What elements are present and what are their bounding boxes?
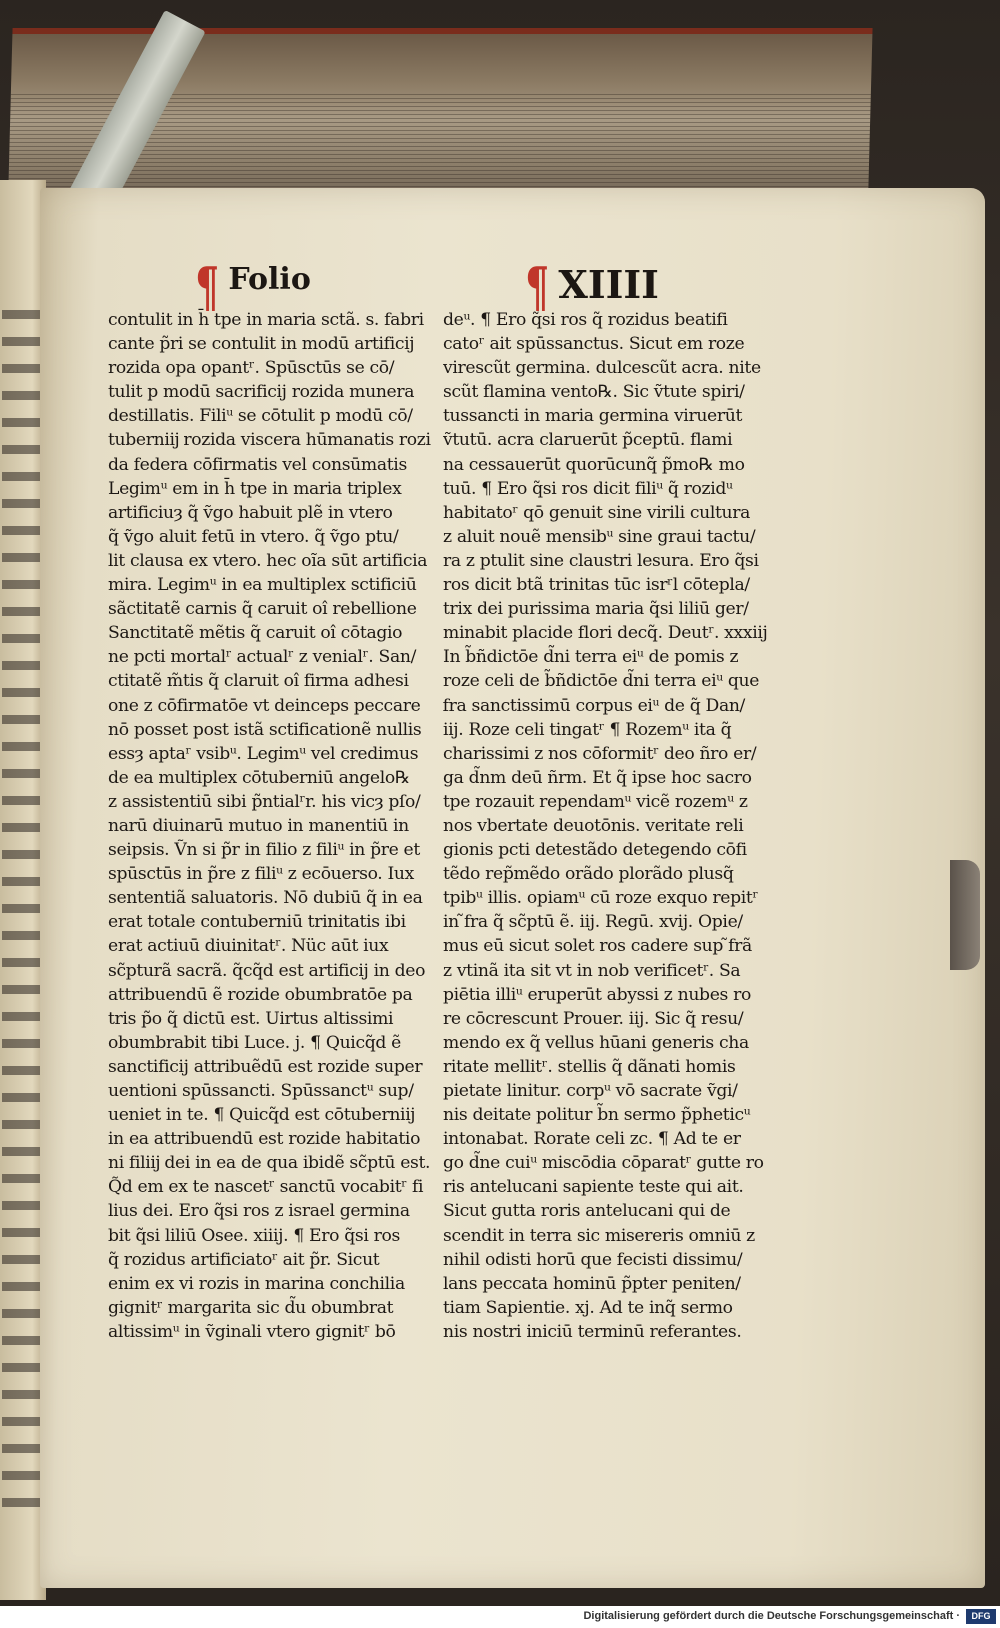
text-line: ṽtutū. acra claruerūt p̃ceptū. flami <box>443 430 733 451</box>
text-line: minabit placide flori decq̃. Deutʳ. xxxiij <box>443 623 768 644</box>
text-line: spūsctūs in p̃re z filiᵘ z ecōuerso. Iux <box>108 864 414 885</box>
pilcrow-marker-right: ¶ <box>525 255 550 319</box>
text-line: tuberniĳ rozida viscera hūmanatis rozi <box>108 430 431 451</box>
text-line: In b̃ñdictōe d̃ni terra eiᵘ de pomis z <box>443 647 739 668</box>
text-line: deᵘ. ¶ Ero q̃si ros q̃ rozidus beatifi <box>443 310 728 330</box>
text-line: gignitʳ margarita sic d̃u obumbrat <box>108 1297 394 1318</box>
text-line: ris antelucani sapiente teste qui ait. <box>443 1177 744 1198</box>
text-line: sc̃pturã sacrã. q̃cq̃d est artificij in deo <box>108 960 426 981</box>
text-line: habitatoʳ qō genuit sine virili cultura <box>443 502 751 523</box>
text-line: intonabat. Rorate celi zc. ¶ Ad te er <box>443 1129 741 1150</box>
text-line: q̃ rozidus artificiatoʳ ait p̃r. Sicut <box>108 1249 380 1270</box>
text-line: sanctificij attribuẽdū est rozide super <box>108 1056 423 1077</box>
text-line: Q̃d em ex te nascetʳ sanctū vocabitʳ fi <box>108 1177 424 1198</box>
text-line: nos vbertate deuotōnis. veritate reli <box>443 815 744 836</box>
text-line: gionis pcti detestãdo detegendo cōfi <box>443 840 747 861</box>
text-line: contulit in h̄ tpe in maria sctã. s. fabri <box>108 310 424 330</box>
folio-heading <box>190 255 311 319</box>
text-line: z aluit nouẽ mensibᵘ sine graui tactu/ <box>443 526 756 547</box>
text-line: go d̃ne cuiᵘ miscōdia cōparatʳ gutte ro <box>443 1153 764 1174</box>
text-line: mira. Legimᵘ in ea multiplex sctificiū <box>108 575 417 596</box>
text-line: virescũt germina. dulcescũt acra. nite <box>443 358 761 379</box>
text-line: mendo ex q̃ vellus hūani generis cha <box>443 1032 749 1053</box>
text-line: sententiã saluatoris. Nō dubiū q̃ in ea <box>108 888 423 909</box>
dfg-logo: DFG <box>966 1609 996 1624</box>
text-line: Sanctitatẽ mẽtis q̃ caruit oî cōtagio <box>108 623 403 644</box>
text-line: ctitatẽ m̃tis q̃ claruit oî firma adhesi <box>108 671 409 692</box>
text-column-right <box>443 308 773 1344</box>
text-line: bit q̃si liliū Osee. xiiij. ¶ Ero q̃si ros <box>108 1225 400 1246</box>
footer-bar <box>0 1606 1000 1628</box>
text-line: de ea multiplex cōtuberniū angelo℞ <box>108 767 410 788</box>
text-line: na cessauerūt quorūcunq̃ p̃mo℞ mo <box>443 454 745 475</box>
text-line: ni filiĳ dei in ea de qua ibidẽ sc̃ptū est. <box>108 1153 431 1174</box>
text-line: erat actiuū diuinitatʳ. Nüc aūt iux <box>108 936 389 957</box>
text-line: charissimi z nos cōformitʳ deo ñro er/ <box>443 743 757 764</box>
text-line: in ̃fra q̃ sc̃ptū ẽ. iij. Regū. xvij. Opie/ <box>443 912 743 933</box>
folio-number: XIIII <box>558 262 659 307</box>
text-line: rozida opa opantʳ. Spūsctūs se cō/ <box>108 358 395 379</box>
text-line: nō posset post istã sctificationẽ nullis <box>108 719 422 740</box>
text-line: lans peccata hominū p̃pter peniten/ <box>443 1273 741 1294</box>
text-line: lit clausa ex vtero. hec oĩa sūt artificia <box>108 550 428 571</box>
text-line: uentioni spūssancti. Spūssanctᵘ sup/ <box>108 1081 414 1101</box>
text-line: nis nostri iniciū terminū referantes. <box>443 1321 742 1342</box>
text-line: altissimᵘ in ṽginali vtero gignitʳ bō <box>108 1321 396 1342</box>
text-line: scũt flamina vento℞. Sic ṽtute spiri/ <box>443 382 745 403</box>
text-line: nihil odisti horū que fecisti dissimu/ <box>443 1249 743 1270</box>
text-line: ros dicit btã trinitas tūc isrʳl cōtepla/ <box>443 575 750 596</box>
text-line: scendit in terra sic misereris omniū z <box>443 1225 755 1246</box>
text-line: in ea attribuendū est rozide habitatio <box>108 1129 421 1150</box>
text-line: Legimᵘ em in h̄ tpe in maria triplex <box>108 478 402 499</box>
text-line: destillatis. Filiᵘ se cōtulit p modū cō/ <box>108 406 413 427</box>
text-line: Sicut gutta roris antelucani qui de <box>443 1201 731 1222</box>
text-line: tuū. ¶ Ero q̃si ros dicit filiᵘ q̃ rozidᵘ <box>443 478 733 499</box>
pilcrow-marker-left: ¶ <box>195 255 220 319</box>
text-line: erat totale contuberniū trinitatis ibi <box>108 912 406 933</box>
text-line: tpibᵘ illis. opiamᵘ cū roze exquo repitʳ <box>443 888 759 909</box>
text-line: q̃ ṽgo aluit fetū in vtero. q̃ ṽgo ptu/ <box>108 526 399 547</box>
text-line: da federa cōfirmatis vel consūmatis <box>108 454 407 475</box>
text-line: ga d̃nm deū ñrm. Et q̃ ipse hoc sacro <box>443 767 752 788</box>
text-line: ne pcti mortalʳ actualʳ z venialʳ. San/ <box>108 647 417 668</box>
text-line: obumbrabit tibi Luce. j. ¶ Quicq̃d ẽ <box>108 1032 401 1053</box>
text-line: iij. Roze celi tingatʳ ¶ Rozemᵘ ita q̃ <box>443 719 732 740</box>
text-line: seipsis. Ṽn si p̃r in filio z filiᵘ in p̃re et <box>108 840 420 861</box>
text-line: one z cōfirmatōe vt deinceps peccare <box>108 695 421 716</box>
text-line: piētia illiᵘ eruperūt abyssi z nubes ro <box>443 984 751 1005</box>
text-line: artificiuȝ q̃ ṽgo habuit plẽ in vtero <box>108 502 393 523</box>
text-line: narū diuinarū mutuo in manentiū in <box>108 815 409 836</box>
text-line: z assistentiū sibi p̃ntialʳr. his vicȝ pſo/ <box>108 791 421 812</box>
text-line: tussancti in maria germina viruerūt <box>443 406 742 427</box>
text-line: tiam Sapientie. xj. Ad te inq̃ sermo <box>443 1297 733 1318</box>
footer-credit: Digitalisierung gefördert durch die Deutsche Forschungsgemeinschaft · <box>583 1610 960 1622</box>
text-line: lius dei. Ero q̃si ros z israel germina <box>108 1201 410 1222</box>
text-line: tulit p modū sacrificij rozida munera <box>108 382 415 403</box>
text-line: mus eū sicut solet ros cadere sup ̃frã <box>443 936 752 957</box>
text-line: sãctitatẽ carnis q̃ caruit oî rebellione <box>108 599 417 620</box>
text-line: attribuendū ẽ rozide obumbratōe pa <box>108 984 413 1005</box>
left-page-text-fragment <box>2 310 40 1510</box>
text-line: ̃fra sanctissimū corpus eiᵘ de q̃ Dan/ <box>443 695 745 716</box>
folio-number-heading <box>520 255 659 319</box>
text-line: tris p̃o q̃ dictū est. Uirtus altissimi <box>108 1008 394 1029</box>
text-line: tpe rozauit rependamᵘ vicẽ rozemᵘ z <box>443 791 748 812</box>
text-line: trix dei purissima maria q̃si liliū ger/ <box>443 599 749 620</box>
text-line: nis deitate politur b̃n sermo p̃pheticᵘ <box>443 1105 751 1126</box>
text-line: ra z ptulit sine claustri lesura. Ero q̃si <box>443 550 759 571</box>
text-line: roze celi de b̃ñdictōe d̃ni terra eiᵘ que <box>443 671 760 692</box>
text-line: ritate mellitʳ. stellis q̃ dãnati homis <box>443 1056 736 1077</box>
folio-label: Folio <box>228 262 311 297</box>
text-line: cante p̃ri se contulit in modū artificij <box>108 334 415 355</box>
text-line: re cōcrescunt Prouer. iij. Sic q̃ resu/ <box>443 1008 744 1029</box>
text-line: z vtinã ita sit vt in nob verificetʳ. Sa <box>443 960 741 981</box>
text-line: tẽdo rep̃mẽdo orãdo plorãdo plusq̃ <box>443 864 734 885</box>
text-line: enim ex vi rozis in marina conchilia <box>108 1273 405 1294</box>
text-line: pietate linitur. corpᵘ vō sacrate ṽgi/ <box>443 1081 738 1101</box>
page-tab-edge <box>950 860 980 970</box>
text-line: ueniet in te. ¶ Quicq̃d est cōtuberniĳ <box>108 1105 415 1126</box>
text-column-left <box>108 308 438 1344</box>
text-line: essȝ aptaʳ vsibᵘ. Legimᵘ vel credimus <box>108 743 419 764</box>
text-line: catoʳ ait spūssanctus. Sicut em roze <box>443 334 745 355</box>
